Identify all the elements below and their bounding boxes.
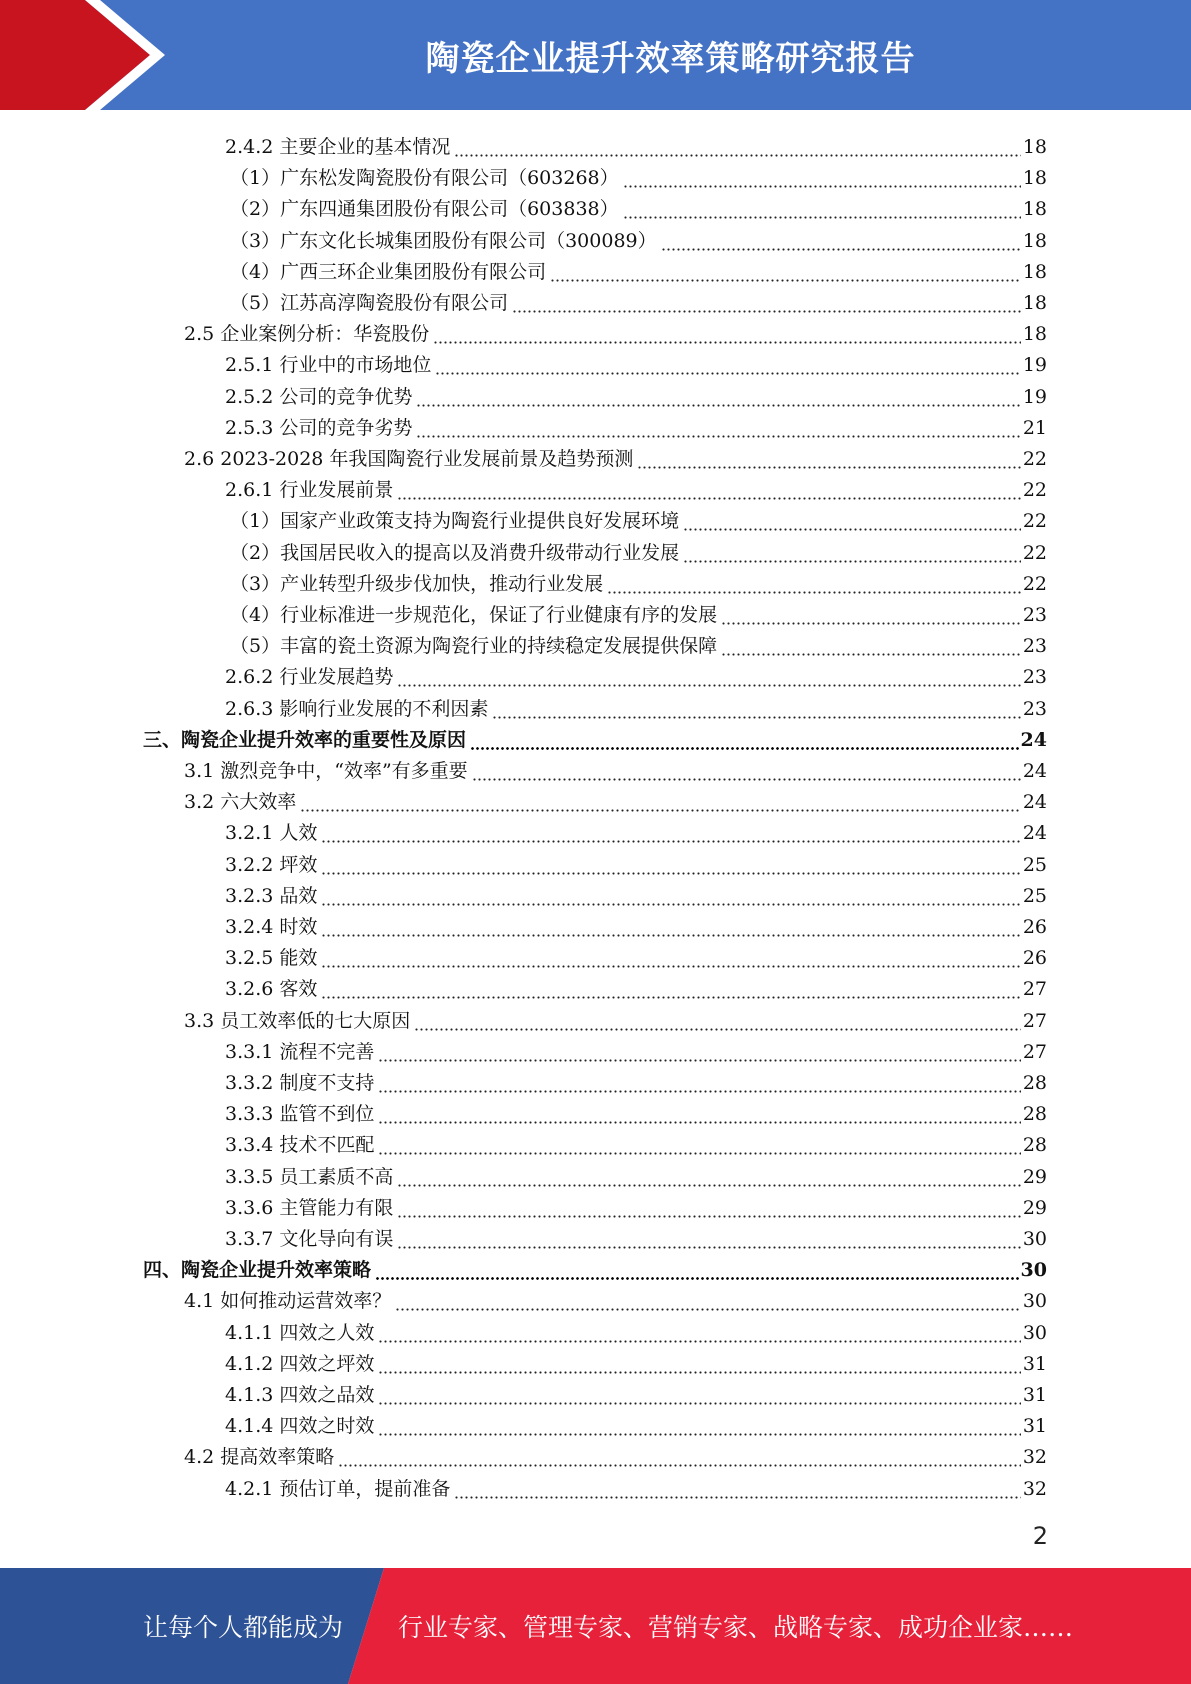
- toc-entry[interactable]: [230, 626, 1047, 657]
- toc-dot-leader: [623, 167, 1021, 189]
- toc-entry-page-number: 30: [1022, 1228, 1047, 1250]
- toc-entry-page-number: 18: [1022, 167, 1047, 190]
- toc-entry[interactable]: [225, 1375, 1047, 1406]
- toc-entry-page-number: 28: [1022, 1072, 1047, 1094]
- toc-dot-leader: [607, 573, 1021, 595]
- toc-dot-leader: [321, 854, 1020, 876]
- toc-entry-page-number: 23: [1022, 666, 1047, 689]
- toc-entry[interactable]: [225, 845, 1047, 876]
- toc-dot-leader: [414, 1010, 1021, 1032]
- toc-entry-page-number: 31: [1022, 1384, 1047, 1406]
- toc-dot-leader: [397, 479, 1020, 501]
- toc-entry[interactable]: [230, 189, 1047, 220]
- toc-entry[interactable]: [225, 969, 1047, 1000]
- toc-dot-leader: [378, 1353, 1020, 1375]
- toc-entry[interactable]: [225, 876, 1047, 907]
- toc-dot-leader: [623, 198, 1021, 220]
- toc-entry-title: 4.1.2 四效之坪效: [225, 1352, 375, 1375]
- toc-entry[interactable]: [184, 782, 1047, 813]
- toc-dot-leader: [721, 635, 1021, 657]
- toc-entry-page-number: 26: [1022, 947, 1047, 970]
- toc-entry[interactable]: [225, 813, 1047, 844]
- toc-entry[interactable]: [225, 1219, 1047, 1250]
- toc-entry-page-number: 24: [1020, 728, 1047, 751]
- toc-entry-title: 3.2.5 能效: [225, 947, 318, 970]
- toc-dot-leader: [433, 323, 1021, 345]
- toc-entry-page-number: 19: [1022, 354, 1047, 377]
- toc-entry-title: 2.4.2 主要企业的基本情况: [225, 136, 451, 158]
- toc-dot-leader: [550, 261, 1021, 283]
- toc-entry-title: 2.6.1 行业发展前景: [225, 479, 394, 502]
- toc-entry[interactable]: [184, 1001, 1047, 1032]
- toc-entry-title: 2.5.2 公司的竞争优势: [225, 385, 413, 408]
- toc-entry-title: 2.6.3 影响行业发展的不利因素: [225, 697, 489, 720]
- toc-entry[interactable]: [225, 1125, 1047, 1156]
- toc-entry-title: 3.3.4 技术不匹配: [225, 1134, 375, 1157]
- toc-entry[interactable]: [225, 1469, 1047, 1500]
- toc-entry[interactable]: [230, 283, 1047, 314]
- toc-entry-page-number: 26: [1022, 916, 1047, 938]
- toc-dot-leader: [378, 1134, 1020, 1156]
- toc-entry-page-number: 22: [1022, 510, 1047, 533]
- toc-entry-title: 2.5.1 行业中的市场地位: [225, 354, 432, 377]
- toc-dot-leader: [454, 136, 1020, 158]
- toc-entry-title: 3.3.1 流程不完善: [225, 1040, 375, 1063]
- toc-dot-leader: [378, 1384, 1020, 1406]
- toc-entry-page-number: 28: [1022, 1103, 1047, 1126]
- toc-entry-title: 3.3 员工效率低的七大原因: [184, 1009, 411, 1032]
- toc-entry-title: 3.2.4 时效: [225, 916, 318, 938]
- toc-dot-leader: [661, 230, 1021, 252]
- toc-dot-leader: [378, 1103, 1020, 1125]
- toc-entry-page-number: 25: [1022, 884, 1047, 907]
- toc-entry-title: （3）产业转型升级步伐加快，推动行业发展: [230, 572, 604, 595]
- toc-dot-leader: [395, 1290, 1021, 1312]
- toc-dot-leader: [321, 916, 1020, 938]
- toc-entry[interactable]: [225, 938, 1047, 969]
- toc-entry-title: 4.1 如何推动运营效率？: [184, 1290, 392, 1313]
- toc-entry[interactable]: [230, 252, 1047, 283]
- toc-entry-page-number: 18: [1022, 229, 1047, 252]
- toc-entry-page-number: 32: [1022, 1446, 1047, 1469]
- toc-dot-leader: [375, 1259, 1019, 1281]
- toc-entry-page-number: 23: [1022, 635, 1047, 658]
- toc-dot-leader: [378, 1072, 1020, 1094]
- toc-dot-leader: [416, 417, 1020, 439]
- toc-entry[interactable]: [184, 1437, 1047, 1468]
- toc-entry-title: （4）广西三环企业集团股份有限公司: [230, 260, 547, 283]
- toc-entry[interactable]: [225, 377, 1047, 408]
- toc-entry-page-number: 29: [1022, 1196, 1047, 1219]
- toc-dot-leader: [637, 448, 1020, 470]
- toc-entry[interactable]: [225, 657, 1047, 688]
- toc-entry-page-number: 27: [1022, 1009, 1047, 1032]
- toc-entry-page-number: 29: [1022, 1165, 1047, 1188]
- toc-entry-title: （1）广东松发陶瓷股份有限公司（603268）: [230, 167, 619, 190]
- toc-entry-title: 4.2.1 预估订单，提前准备: [225, 1477, 451, 1500]
- toc-entry[interactable]: [143, 720, 1047, 751]
- toc-entry[interactable]: [184, 1281, 1047, 1312]
- toc-entry[interactable]: [225, 1157, 1047, 1188]
- toc-entry-title: 2.6.2 行业发展趋势: [225, 666, 394, 689]
- toc-entry-page-number: 32: [1022, 1477, 1047, 1500]
- toc-dot-leader: [397, 666, 1020, 688]
- toc-entry[interactable]: [230, 221, 1047, 252]
- toc-entry-page-number: 27: [1022, 1040, 1047, 1063]
- toc-dot-leader: [683, 542, 1021, 564]
- toc-dot-leader: [300, 791, 1021, 813]
- toc-entry[interactable]: [225, 345, 1047, 376]
- toc-entry-title: 4.1.3 四效之品效: [225, 1384, 375, 1406]
- toc-dot-leader: [683, 510, 1021, 532]
- toc-dot-leader: [397, 1228, 1020, 1250]
- toc-entry[interactable]: [225, 1063, 1047, 1094]
- toc-entry-title: 3.1 激烈竞争中，“效率”有多重要: [184, 760, 468, 782]
- toc-entry[interactable]: [225, 907, 1047, 938]
- toc-entry-title: 3.3.3 监管不到位: [225, 1103, 375, 1126]
- toc-entry-title: 三、陶瓷企业提升效率的重要性及原因: [143, 728, 467, 751]
- toc-dot-leader: [321, 822, 1020, 844]
- toc-entry[interactable]: [230, 158, 1047, 189]
- toc-entry[interactable]: [225, 1344, 1047, 1375]
- toc-dot-leader: [472, 760, 1021, 782]
- toc-entry-page-number: 22: [1022, 479, 1047, 502]
- toc-entry-page-number: 31: [1022, 1415, 1047, 1438]
- toc-entry-page-number: 28: [1022, 1134, 1047, 1157]
- toc-entry[interactable]: [230, 595, 1047, 626]
- toc-entry-title: （4）行业标准进一步规范化，保证了行业健康有序的发展: [230, 604, 718, 626]
- toc-entry[interactable]: [225, 1032, 1047, 1063]
- toc-entry-page-number: 30: [1020, 1259, 1047, 1282]
- toc-dot-leader: [378, 1041, 1020, 1063]
- toc-entry-page-number: 24: [1022, 791, 1047, 814]
- toc-entry-page-number: 18: [1022, 198, 1047, 221]
- toc-entry-page-number: 25: [1022, 853, 1047, 876]
- footer-slogan-left: 让每个人都能成为: [143, 1613, 344, 1642]
- toc-entry-title: 3.3.6 主管能力有限: [225, 1196, 394, 1219]
- toc-entry-title: （1）国家产业政策支持为陶瓷行业提供良好发展环境: [230, 510, 680, 533]
- toc-entry-page-number: 30: [1022, 1321, 1047, 1344]
- toc-entry[interactable]: [230, 501, 1047, 532]
- toc-entry-title: 3.3.5 员工素质不高: [225, 1165, 394, 1188]
- toc-entry-title: 4.2 提高效率策略: [184, 1446, 335, 1469]
- toc-dot-leader: [470, 729, 1019, 751]
- toc-entry[interactable]: [230, 533, 1047, 564]
- toc-dot-leader: [416, 386, 1020, 408]
- toc-entry-page-number: 22: [1022, 541, 1047, 564]
- toc-entry-page-number: 18: [1022, 292, 1047, 314]
- toc-entry[interactable]: [225, 470, 1047, 501]
- footer-slogan-right: 行业专家、管理专家、营销专家、战略专家、成功企业家……: [398, 1613, 1074, 1642]
- toc-entry[interactable]: [225, 1094, 1047, 1125]
- toc-entry-title: 4.1.4 四效之时效: [225, 1415, 375, 1438]
- toc-dot-leader: [492, 698, 1020, 720]
- toc-entry-title: 3.3.7 文化导向有误: [225, 1228, 394, 1250]
- toc-entry-page-number: 18: [1022, 260, 1047, 283]
- toc-entry[interactable]: [230, 564, 1047, 595]
- page-number: 2: [1032, 1522, 1048, 1550]
- toc-entry[interactable]: [225, 689, 1047, 720]
- toc-entry-page-number: 31: [1022, 1352, 1047, 1375]
- toc-entry-page-number: 30: [1022, 1290, 1047, 1313]
- toc-dot-leader: [321, 978, 1020, 1000]
- toc-entry-title: 2.6 2023-2028 年我国陶瓷行业发展前景及趋势预测: [184, 448, 634, 470]
- toc-dot-leader: [321, 947, 1020, 969]
- toc-dot-leader: [321, 885, 1020, 907]
- toc-entry-title: （2）广东四通集团股份有限公司（603838）: [230, 198, 619, 221]
- toc-entry[interactable]: [143, 1250, 1047, 1281]
- toc-entry-title: 3.2.2 坪效: [225, 853, 318, 876]
- toc-entry-title: 3.2.3 品效: [225, 884, 318, 907]
- toc-entry-title: （5）丰富的瓷土资源为陶瓷行业的持续稳定发展提供保障: [230, 635, 718, 658]
- toc-entry-page-number: 22: [1022, 572, 1047, 595]
- toc-entry-page-number: 22: [1022, 448, 1047, 470]
- toc-dot-leader: [454, 1478, 1020, 1500]
- toc-entry[interactable]: [225, 408, 1047, 439]
- page-header: [0, 0, 1191, 110]
- toc-entry[interactable]: [225, 1406, 1047, 1437]
- toc-entry-title: 3.3.2 制度不支持: [225, 1072, 375, 1094]
- toc-entry-page-number: 27: [1022, 978, 1047, 1001]
- toc-entry-title: 四、陶瓷企业提升效率策略: [143, 1259, 372, 1282]
- toc-entry-page-number: 23: [1022, 697, 1047, 720]
- toc-entry-page-number: 23: [1022, 604, 1047, 626]
- page-footer: [0, 1568, 1191, 1684]
- toc-entry-title: 2.5.3 公司的竞争劣势: [225, 416, 413, 439]
- toc-entry-title: 4.1.1 四效之人效: [225, 1321, 375, 1344]
- toc-entry-page-number: 24: [1022, 760, 1047, 782]
- toc-entry[interactable]: [184, 439, 1047, 470]
- toc-entry-page-number: 19: [1022, 385, 1047, 408]
- toc-entry-title: 2.5 企业案例分析：华瓷股份: [184, 323, 430, 346]
- toc-dot-leader: [338, 1446, 1021, 1468]
- toc-dot-leader: [378, 1415, 1020, 1437]
- toc-entry-page-number: 24: [1022, 822, 1047, 845]
- toc-dot-leader: [397, 1197, 1020, 1219]
- toc-entry[interactable]: [225, 1188, 1047, 1219]
- toc-entry-page-number: 18: [1022, 323, 1047, 346]
- toc-entry-title: （2）我国居民收入的提高以及消费升级带动行业发展: [230, 541, 680, 564]
- document-title: 陶瓷企业提升效率策略研究报告: [425, 38, 916, 79]
- toc-entry-title: （3）广东文化长城集团股份有限公司（300089）: [230, 229, 657, 252]
- toc-dot-leader: [721, 604, 1021, 626]
- toc-entry[interactable]: [184, 751, 1047, 782]
- toc-entry-title: 3.2.6 客效: [225, 978, 318, 1001]
- toc-entry-title: （5）江苏高淳陶瓷股份有限公司: [230, 292, 509, 314]
- toc-entry[interactable]: [184, 314, 1047, 345]
- toc-dot-leader: [378, 1322, 1020, 1344]
- toc-dot-leader: [397, 1166, 1020, 1188]
- toc-entry[interactable]: [225, 1313, 1047, 1344]
- toc-entry-page-number: 18: [1022, 136, 1047, 158]
- toc-entry-title: 3.2.1 人效: [225, 822, 318, 845]
- toc-entry[interactable]: [225, 127, 1047, 158]
- toc-dot-leader: [512, 292, 1021, 314]
- toc-entry-page-number: 21: [1022, 416, 1047, 439]
- toc-entry-title: 3.2 六大效率: [184, 791, 297, 814]
- toc-dot-leader: [435, 354, 1020, 376]
